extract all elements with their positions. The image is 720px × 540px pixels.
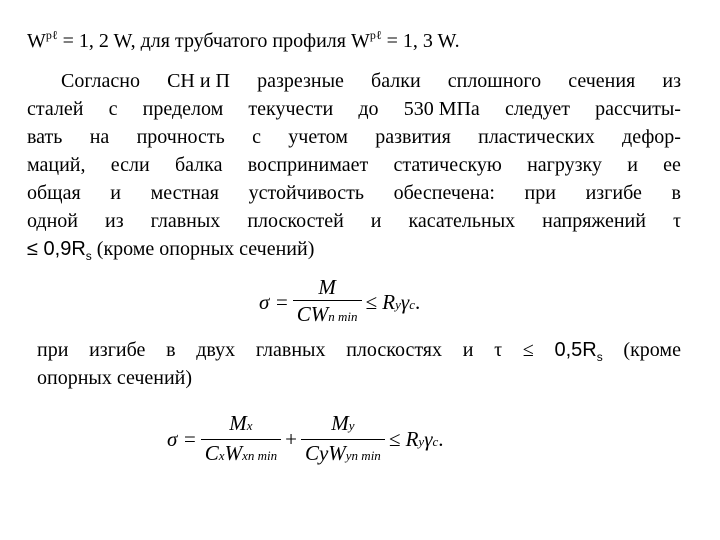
w-symbol: W (350, 30, 370, 52)
paragraph1-line1 (61, 69, 681, 93)
paragraph1-line2 (27, 97, 681, 121)
paragraph1-line6 (27, 209, 681, 233)
sigma-lhs: σ = (167, 427, 197, 451)
word: и (462, 339, 474, 361)
word: касательных (408, 210, 516, 232)
word: плоскостях (346, 339, 442, 361)
word: и (110, 182, 121, 204)
word: при (37, 339, 69, 361)
header-text-2: = 1, 3 W. (386, 30, 460, 52)
word: из (662, 70, 681, 92)
word: прочность (136, 126, 225, 148)
word: сплошного (447, 70, 542, 92)
gamma-subscript: c (409, 296, 415, 312)
numerator: M (293, 274, 362, 301)
word: сечения (568, 70, 636, 92)
rhs-subscript: y (395, 296, 401, 312)
formula-two-planes (163, 410, 448, 469)
denominator: CW (296, 302, 329, 326)
gamma: γ (400, 289, 410, 314)
word: изгибе (585, 182, 642, 204)
word: устойчивость (248, 182, 364, 204)
gamma-subscript: c (432, 434, 439, 449)
word: ее (663, 154, 681, 176)
denominator-y: CyW (304, 441, 346, 465)
paragraph2-line2-text: опорных сечений) (37, 367, 193, 389)
paragraph2-line2 (37, 366, 192, 390)
word: вать (27, 126, 63, 148)
word: из (105, 210, 124, 232)
rhs: ≤ R (365, 289, 396, 314)
header-line (27, 23, 460, 53)
word: пластических (478, 126, 595, 148)
word: сталей (27, 98, 84, 120)
word: изгибе (89, 339, 146, 361)
word: местная (150, 182, 220, 204)
numerator-y: M (331, 411, 349, 435)
w-symbol: W (27, 30, 46, 52)
fraction (293, 274, 362, 330)
word: с (252, 126, 261, 148)
word: главных (150, 210, 221, 232)
word: τ (672, 210, 681, 232)
word: разрезные (257, 70, 344, 92)
fraction-y (301, 410, 385, 469)
paragraph2-line1 (37, 338, 681, 369)
word: пределом (142, 98, 224, 120)
word: и (370, 210, 382, 232)
paragraph1-line7 (27, 237, 314, 268)
word: следует (504, 98, 570, 120)
word: обеспечена: (393, 182, 495, 204)
pl-superscript: pℓ (369, 28, 382, 42)
rhs: ≤ R (388, 427, 419, 451)
denominator-x-w-subscript: xn min (242, 448, 278, 463)
word: τ (494, 339, 503, 361)
word: 530 МПа (403, 98, 480, 120)
paragraph1-line5 (27, 181, 681, 205)
word: если (110, 154, 150, 176)
rs-subscript: s (596, 350, 603, 364)
line7-text: (кроме опорных сечений) (91, 238, 315, 260)
formula-end: . (438, 427, 444, 451)
paragraph1-line4 (27, 153, 681, 177)
word: воспринимает (247, 154, 369, 176)
word: статическую (393, 154, 502, 176)
plus: + (285, 427, 297, 451)
word: Согласно (61, 70, 140, 92)
word: нагрузку (527, 154, 602, 176)
word: до (358, 98, 379, 120)
word: общая (27, 182, 81, 204)
denominator-x-w: W (224, 441, 243, 465)
formula-end: . (414, 289, 421, 314)
word: главных (255, 339, 326, 361)
denominator-subscript: n min (328, 309, 358, 324)
fraction-x (201, 410, 281, 469)
tau-limit: $0,5R_s$ (554, 339, 603, 364)
numerator-x-subscript: x (246, 418, 253, 433)
word: СН и П (167, 70, 230, 92)
gamma: γ (424, 427, 433, 451)
rhs-subscript: y (418, 434, 425, 449)
word: (кроме (623, 339, 681, 361)
word: развития (375, 126, 451, 148)
word: балка (174, 154, 223, 176)
formula-single-plane (255, 274, 424, 330)
header-text-1: = 1, 2 W, для трубчатого профиля (62, 30, 346, 52)
word: ≤ (522, 339, 534, 361)
sigma-lhs: σ = (259, 289, 289, 314)
denominator-x-c: C (204, 441, 219, 465)
pl-superscript: pℓ (45, 28, 58, 42)
numerator-y-subscript: y (348, 418, 355, 433)
word: учетом (288, 126, 348, 148)
tau-limit: ≤ 0,9R (27, 238, 86, 260)
word: в (671, 182, 681, 204)
word: двух (196, 339, 236, 361)
word: с (108, 98, 118, 120)
numerator-x: M (229, 411, 247, 435)
word: плоскостей (247, 210, 344, 232)
word: напряжений (542, 210, 646, 232)
denominator-y-subscript: yn min (345, 448, 381, 463)
word: одной (27, 210, 79, 232)
word: текучести (248, 98, 334, 120)
word: на (89, 126, 110, 148)
word: дефор- (622, 126, 681, 148)
word: и (627, 154, 638, 176)
rs-subscript: s (85, 249, 92, 263)
word: маций, (27, 154, 86, 176)
word: при (524, 182, 556, 204)
paragraph1-line3 (27, 125, 681, 149)
word: в (166, 339, 176, 361)
word: балки (371, 70, 421, 92)
word: рассчиты- (595, 98, 681, 120)
denominator-x-c-subscript: x (218, 448, 225, 463)
